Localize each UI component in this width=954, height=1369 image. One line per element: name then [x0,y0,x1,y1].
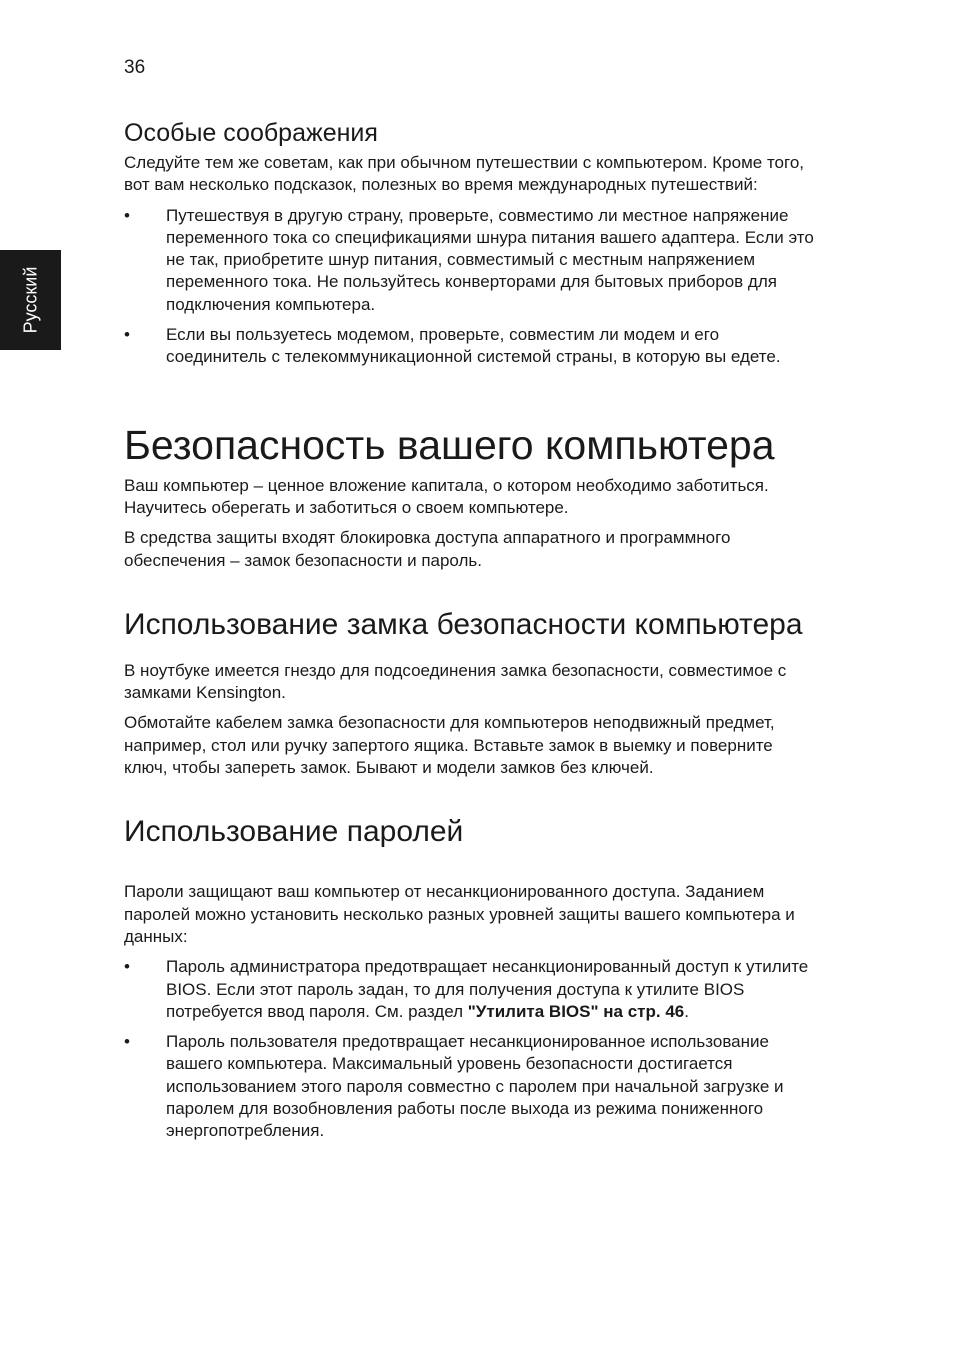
bullet-icon: • [124,957,130,977]
security-para-1: Ваш компьютер – ценное вложение капитала, о котором необходимо заботиться. Научитесь оберегать и заботиться о своем компьютере. [124,475,769,517]
list-item-end: . [684,1001,689,1021]
security-heading: Безопасность вашего компьютера [124,421,775,468]
passwords-bullet-list [124,956,814,1142]
cross-reference: "Утилита BIOS" на стр. 46 [467,1001,685,1021]
page-content [124,118,814,1151]
page-number: 36 [124,57,146,78]
language-side-tab [0,250,61,350]
passwords-intro: Пароли защищают ваш компьютер от несанкционированного доступа. Заданием паролей можно установить несколько разных уровней защиты вашего компьютера и данных: [124,882,795,946]
list-item-text: Если вы пользуетесь модемом, проверьте, совместим ли модем и его соединитель с телекоммуникационной системой страны, в которую вы едете. [166,325,781,367]
lock-para-2: Обмотайте кабелем замка безопасности для компьютеров неподвижный предмет, например, стол или ручку запертого ящика. Вставьте замок в выемку и поверните ключ, чтобы запереть замок. Бывают и модели замков без ключей. [124,713,775,778]
bullet-icon: • [124,205,130,225]
list-item [124,205,814,316]
special-intro: Следуйте тем же советам, как при обычном путешествии с компьютером. Кроме того, вот вам несколько подсказок, полезных во время международных путешествий: [124,153,804,195]
list-item [124,1031,814,1142]
lock-heading: Использование замка безопасности компьютера [124,607,803,641]
list-item-text: Путешествуя в другую страну, проверьте, совместимо ли местное напряжение переменного тока со спецификациями шнура питания вашего адаптера. Если это не так, приобретите шнур питания, совместимый с местным напряжением переменного тока. Не пользуйтесь конверторами для бытовых приборов для подключения компьютера. [166,205,814,314]
list-item [124,324,814,369]
security-para-2: В средства защиты входят блокировка доступа аппаратного и программного обеспечения – замок безопасности и пароль. [124,528,731,570]
bullet-icon: • [124,1032,130,1052]
lock-para-1: В ноутбуке имеется гнездо для подсоединения замка безопасности, совместимое с замками Kensington. [124,660,787,703]
special-bullet-list [124,205,814,369]
special-considerations-heading: Особые соображения [124,119,378,147]
bullet-icon: • [124,325,130,345]
list-item-text: Пароль администратора предотвращает несанкционированный доступ к утилите BIOS. Если этот пароль задан, то для получения доступа к утилите BIOS потребуется ввод пароля. См. раздел [166,957,809,1021]
list-item-text: Пароль пользователя предотвращает несанкционированное использование вашего компьютера. Максимальный уровень безопасности достигается использованием этого пароля совместно с паролем при начальной загрузке и паролем для возобновления работы после выхода из режима пониженного энергопотребления. [166,1032,784,1141]
passwords-heading: Использование паролей [124,815,464,849]
list-item [124,956,814,1023]
language-label: Русский [20,266,40,334]
